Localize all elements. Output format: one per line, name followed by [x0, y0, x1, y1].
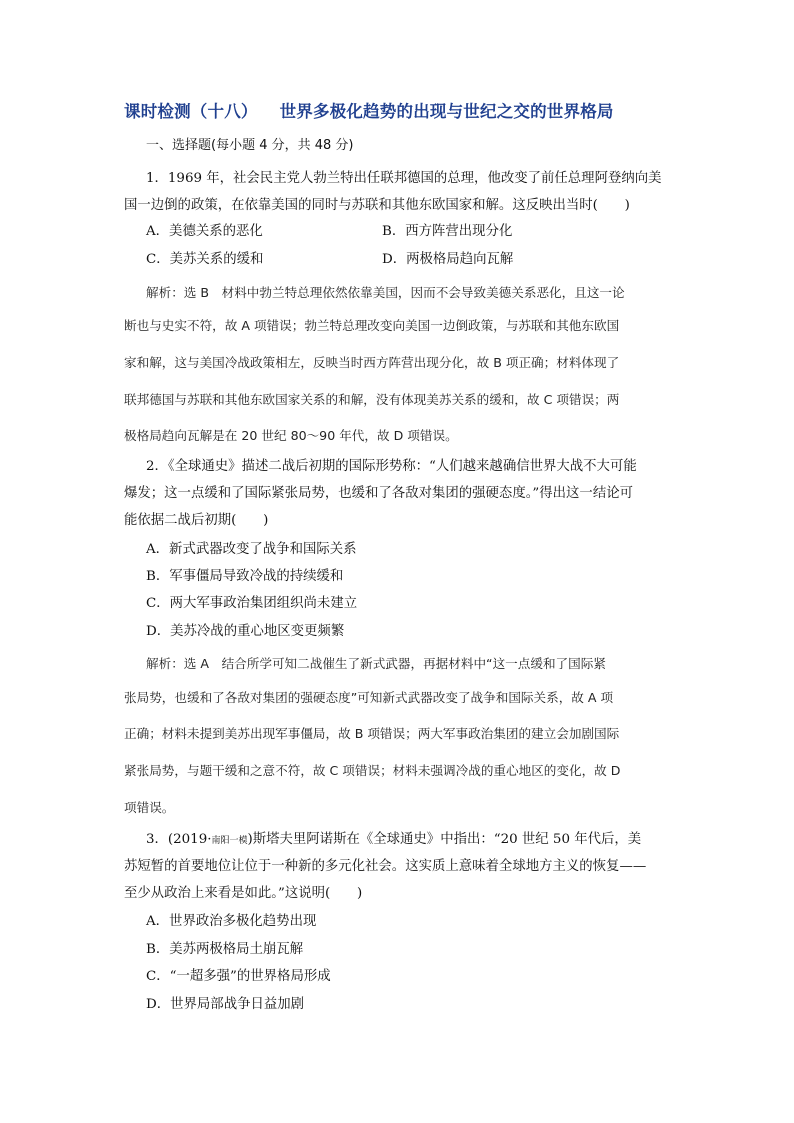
question-3-line-1-rest: )斯塔夫里阿诺斯在《全球通史》中指出：“20 世纪 50 年代后，美 [247, 832, 642, 847]
question-2-line-3: 能依据二战后初期( ) [124, 513, 269, 528]
question-3-line-2: 苏短暂的首要地位让位于一种新的多元化社会。这实质上意味着全球地方主义的恢复—— [124, 859, 647, 874]
question-1-option-a: A．美德关系的恶化 [146, 224, 263, 239]
question-3-option-c: C．“一超多强”的世界格局形成 [146, 969, 331, 984]
question-3-option-d: D．世界局部战争日益加剧 [146, 997, 305, 1012]
title-part1: 课时检测（十八） [124, 102, 258, 121]
page-title [124, 98, 704, 122]
question-2-analysis-1: 解析：选 A 结合所学可知二战催生了新式武器，再据材料中“这一点缓和了国际紧 [146, 656, 606, 671]
question-1-analysis-5: 极格局趋向瓦解是在 20 世纪 80～90 年代，故 D 项错误。 [124, 428, 458, 443]
section-heading: 一、选择题(每小题 4 分，共 48 分) [146, 138, 354, 153]
question-2-option-b: B．军事僵局导致冷战的持续缓和 [146, 569, 344, 584]
question-3-option-b: B．美苏两极格局土崩瓦解 [146, 942, 304, 957]
question-2-option-a: A．新式武器改变了战争和国际关系 [146, 542, 357, 557]
question-2-line-2: 爆发；这一点缓和了国际紧张局势，也缓和了各敌对集团的强硬态度。”得出这一结论可 [124, 486, 633, 501]
question-1-option-c: C．美苏关系的缓和 [146, 252, 264, 267]
question-2-option-c: C．两大军事政治集团组织尚未建立 [146, 596, 358, 611]
question-1-analysis-4: 联邦德国与苏联和其他东欧国家关系的和解，没有体现美苏关系的缓和，故 C 项错误；两 [124, 392, 620, 407]
title-part2: 世界多极化趋势的出现与世纪之交的世界格局 [279, 102, 614, 121]
question-3-prefix: 3．(2019· [146, 832, 212, 847]
question-2-option-d: D．美苏冷战的重心地区变更频繁 [146, 624, 345, 639]
question-3-line-3: 至少从政治上来看是如此。”这说明( ) [124, 886, 363, 901]
question-1-analysis-1: 解析：选 B 材料中勃兰特总理依然依靠美国，因而不会导致美德关系恶化，且这一论 [146, 285, 625, 300]
question-3-option-a: A．世界政治多极化趋势出现 [146, 914, 317, 929]
question-2-analysis-3: 正确；材料未提到美苏出现军事僵局，故 B 项错误；两大军事政治集团的建立会加剧国际 [124, 726, 620, 741]
question-1-line-2: 国一边倒的政策，在依靠美国的同时与苏联和其他东欧国家和解。这反映出当时( ) [124, 198, 630, 213]
question-2-analysis-2: 张局势，也缓和了各敌对集团的强硬态度”可知新式武器改变了战争和国际关系，故 A 项 [124, 690, 614, 705]
question-1-analysis-2: 断也与史实不符，故 A 项错误；勃兰特总理改变向美国一边倒政策，与苏联和其他东欧国 [124, 318, 620, 333]
question-1-line-1: 1．1969 年，社会民主党人勃兰特出任联邦德国的总理，他改变了前任总理阿登纳向美 [146, 171, 662, 186]
question-3-source-note: 南阳一模 [211, 836, 248, 846]
question-2-analysis-4: 紧张局势，与题干缓和之意不符，故 C 项错误；材料未强调冷战的重心地区的变化，故 D [124, 763, 621, 778]
question-1-option-d: D．两极格局趋向瓦解 [382, 252, 514, 267]
question-1-option-b: B．西方阵营出现分化 [382, 224, 513, 239]
question-2-analysis-5: 项错误。 [124, 800, 175, 815]
question-3-line-1 [146, 831, 706, 850]
question-2-line-1: 2．《全球通史》描述二战后初期的国际形势称：“人们越来越确信世界大战不大可能 [146, 459, 637, 474]
question-1-analysis-3: 家和解，这与美国冷战政策相左，反映当时西方阵营出现分化，故 B 项正确；材料体现了 [124, 355, 620, 370]
